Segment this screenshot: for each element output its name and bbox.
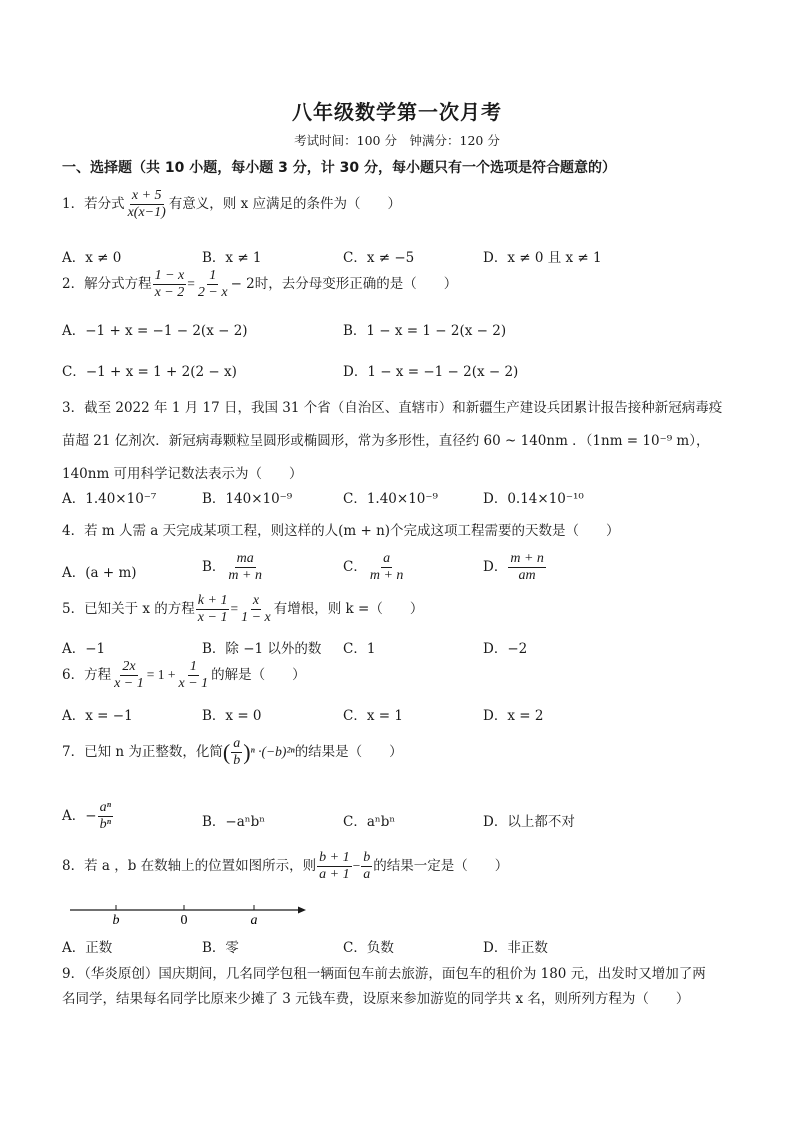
label-b: b [112,913,120,928]
label-zero: 0 [180,913,188,928]
q1-option-a: A．x ≠ 0 [62,250,122,266]
q7-option-d: D．以上都不对 [483,814,575,830]
q8-option-d: D．非正数 [483,940,548,956]
q6-option-d: D．x = 2 [483,708,544,724]
question-3-line-2: 苗超 21 亿剂次．新冠病毒颗粒呈圆形或椭圆形，常为多形性，直径约 60 ~ 140nm ．（1nm = 10⁻⁹ m）， [62,433,710,449]
q7-option-c: C．aⁿbⁿ [343,814,396,830]
question-9-line-2: 名同学，结果每名同学比原来少摊了 3 元钱车费，设原来参加游览的同学共 x 名，则所列方程为（ ） [62,991,690,1007]
q5-option-b: B．除 −1 以外的数 [202,641,322,657]
q2-fraction-left: $\frac{1 - x}{x - 2}$ [154,268,185,300]
question-9-line-1: 9．（华炎原创）国庆期间，几名同学包租一辆面包车前去旅游，面包车的租价为 180 元，出发时又增加了两 [62,966,706,982]
q1-stem-pre: 1．若分式 [62,196,125,212]
page-subtitle: 考试时间：100 分 钟满分：120 分 [294,133,500,148]
q6-option-b: B．x = 0 [202,708,262,724]
q8-option-b: B．零 [202,940,239,956]
q2-option-a: A．−1 + x = −1 − 2(x − 2) [62,323,248,339]
number-line-arrow-icon [298,907,306,914]
question-8: 8．若 a ，b 在数轴上的位置如图所示，则 $\frac{b + 1}{a + 1}$ − $\frac{b}{a}$ 的结果一定是（ ） [62,850,509,882]
question-6: 6．方程 $\frac{2x}{x - 1}$ = 1 + $\frac{1}{x - 1}$ 的解是（ ） [62,659,306,691]
q8-option-a: A．正数 [62,940,113,956]
q5-option-a: A．−1 [62,641,106,657]
question-3-line-1: 3．截至 2022 年 1 月 17 日，我国 31 个省（自治区、直辖市）和新疆生产建设兵团累计报告接种新冠病毒疫 [62,400,723,416]
q6-option-c: C．x = 1 [343,708,403,724]
q3-option-c: C．1.40×10⁻⁹ [343,491,438,507]
q3-option-d: D．0.14×10⁻¹⁰ [483,491,584,507]
section-heading: 一、选择题（共 10 小题，每小题 3 分，计 30 分，每小题只有一个选项是符合题意的） [62,160,616,176]
question-7: 7．已知 n 为正整数，化简( $\frac{a}{b}$ )ⁿ ·(−b)²ⁿ的结果是（ ） [62,736,403,768]
question-2: 2．解分式方程 $\frac{1 - x}{x - 2}$ = $\frac{1}{2 - x}$ − 2时，去分母变形正确的是（ ） [62,268,458,300]
q4-option-d: D． $\frac{m + n}{am}$ [483,551,544,583]
q1-option-b: B．x ≠ 1 [202,250,262,266]
q3-option-a: A．1.40×10⁻⁷ [62,491,157,507]
q1-fraction: $\frac{x + 5}{x(x-1)}$ [127,188,166,220]
q5-option-d: D．−2 [483,641,528,657]
q7-option-a: A．− $\frac{\text{aⁿ}}{\text{bⁿ}}$ [62,800,111,832]
q3-option-b: B．140×10⁻⁹ [202,491,293,507]
q2-option-c: C．−1 + x = 1 + 2(2 − x) [62,364,237,380]
page-title: 八年级数学第一次月考 [292,100,502,124]
q8-option-c: C．负数 [343,940,394,956]
q2-fraction-right: $\frac{1}{2 - x}$ [197,268,228,300]
q2-option-d: D．1 − x = −1 − 2(x − 2) [343,364,519,380]
q1-stem-post: 有意义，则 x 应满足的条件为（ ） [168,196,401,212]
label-a: a [250,913,258,928]
q7-option-b: B．−aⁿbⁿ [202,814,266,830]
q5-option-c: C．1 [343,641,376,657]
question-3-line-3: 140nm 可用科学记数法表示为（ ） [62,466,303,482]
q4-option-c: C． $\frac{a}{m + n}$ [343,551,404,583]
q6-option-a: A．x = −1 [62,708,133,724]
question-4: 4．若 m 人需 a 天完成某项工程，则这样的人(m + n)个完成这项工程需要的天数是（ ） [62,523,620,539]
number-line-figure [66,898,312,928]
q2-option-b: B．1 − x = 1 − 2(x − 2) [343,323,507,339]
q1-option-c: C．x ≠ −5 [343,250,415,266]
q1-option-d: D．x ≠ 0 且 x ≠ 1 [483,250,602,266]
q4-option-b: B． $\frac{ma}{m + n}$ [202,551,262,583]
question-1 [62,188,401,221]
q4-option-a: A．(a + m) [62,565,137,581]
question-5: 5．已知关于 x 的方程 $\frac{k + 1}{x - 1}$ = $\frac{x}{1 - x}$ 有增根，则 k =（ ） [62,593,424,625]
